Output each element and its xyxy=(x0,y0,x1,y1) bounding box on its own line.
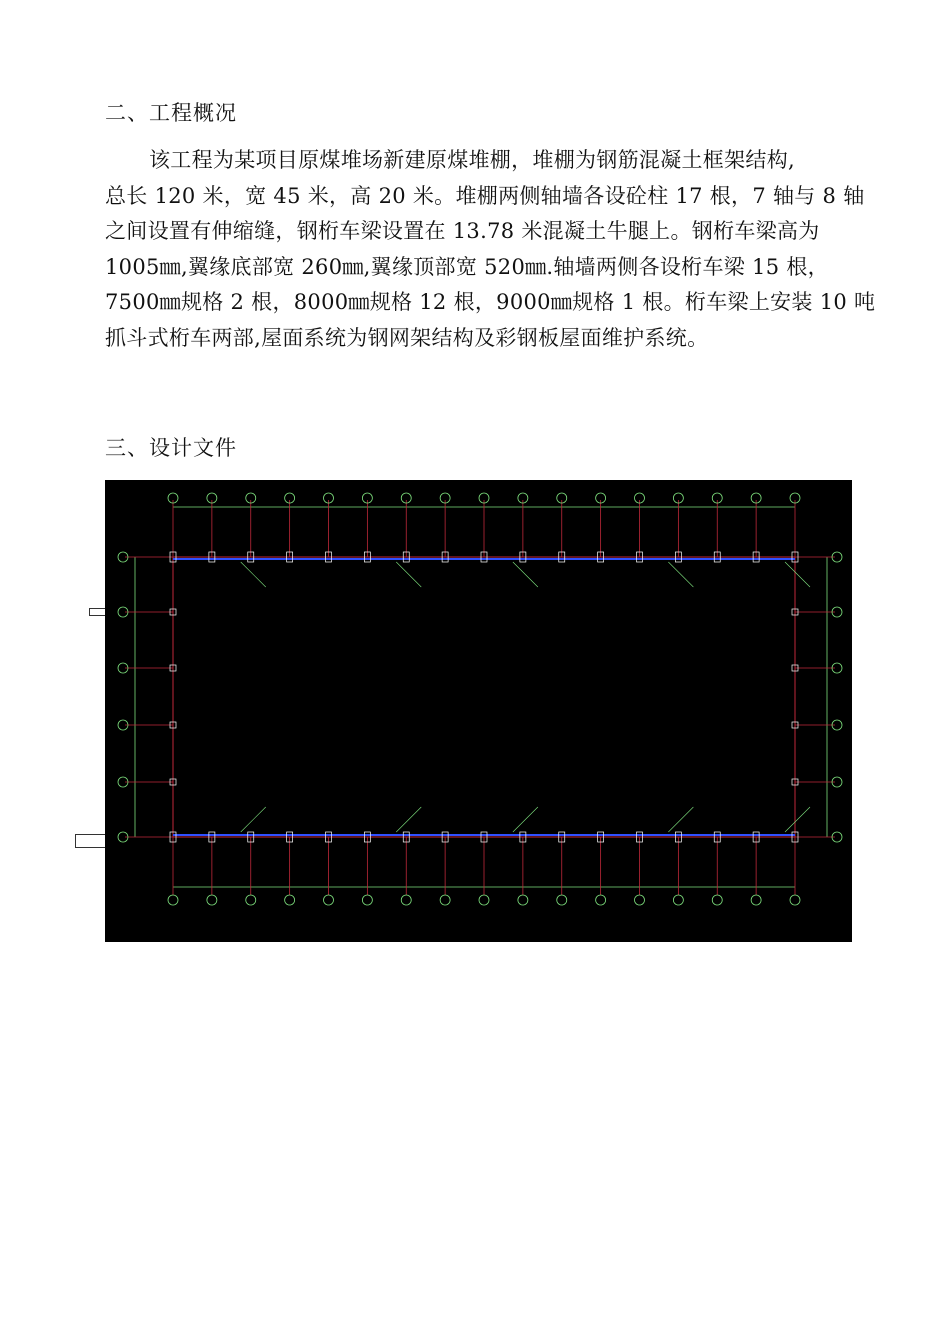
annotation-leader-bottom xyxy=(241,807,266,832)
annotation-leader-top xyxy=(785,562,810,587)
axis-bubble-bottom xyxy=(673,895,683,905)
paragraph-line: 抓斗式桁车两部,屋面系统为钢网架结构及彩钢板屋面维护系统。 xyxy=(105,325,709,350)
axis-bubble-bottom xyxy=(324,895,334,905)
annotation-leader-bottom xyxy=(513,807,538,832)
overview-paragraph xyxy=(105,143,876,356)
annotation-leader-bottom xyxy=(396,807,421,832)
axis-bubble-bottom xyxy=(635,895,645,905)
axis-bubble-bottom xyxy=(557,895,567,905)
paragraph-line: 1005㎜,翼缘底部宽 260㎜,翼缘顶部宽 520㎜.轴墙两侧各设桁车梁 15 根， xyxy=(105,254,829,279)
annotation-leader-top xyxy=(668,562,693,587)
axis-bubble-bottom xyxy=(440,895,450,905)
axis-bubble-bottom xyxy=(401,895,411,905)
section-heading-overview: 二、工程概况 xyxy=(105,101,237,125)
annotation-leader-bottom xyxy=(668,807,693,832)
cad-layout-drawing xyxy=(105,480,852,942)
paragraph-line: 7500㎜规格 2 根，8000㎜规格 12 根，9000㎜规格 1 根。桁车梁上安装 10 吨 xyxy=(105,290,876,314)
annotation-leader-top xyxy=(241,562,266,587)
axis-bubble-bottom xyxy=(712,895,722,905)
axis-bubble-bottom xyxy=(479,895,489,905)
axis-bubble-bottom xyxy=(168,895,178,905)
axis-bubble-bottom xyxy=(751,895,761,905)
axis-bubble-bottom xyxy=(518,895,528,905)
paragraph-line: 该工程为某项目原煤堆场新建原煤堆棚，堆棚为钢筋混凝土框架结构, xyxy=(149,148,795,172)
axis-bubble-bottom xyxy=(285,895,295,905)
margin-marker xyxy=(75,834,107,848)
axis-bubble-bottom xyxy=(246,895,256,905)
cad-plan-svg xyxy=(105,480,852,942)
annotation-leader-top xyxy=(513,562,538,587)
annotation-leader-top xyxy=(396,562,421,587)
axis-bubble-bottom xyxy=(790,895,800,905)
section-heading-design-files: 三、设计文件 xyxy=(105,436,237,460)
paragraph-line: 之间设置有伸缩缝，钢桁车梁设置在 13.78 米混凝土牛腿上。钢桁车梁高为 xyxy=(105,219,820,243)
annotation-leader-bottom xyxy=(785,807,810,832)
axis-bubble-bottom xyxy=(362,895,372,905)
axis-bubble-bottom xyxy=(207,895,217,905)
axis-bubble-bottom xyxy=(596,895,606,905)
paragraph-line: 总长 120 米，宽 45 米，高 20 米。堆棚两侧轴墙各设砼柱 17 根，7 轴与 8 轴 xyxy=(105,183,865,208)
